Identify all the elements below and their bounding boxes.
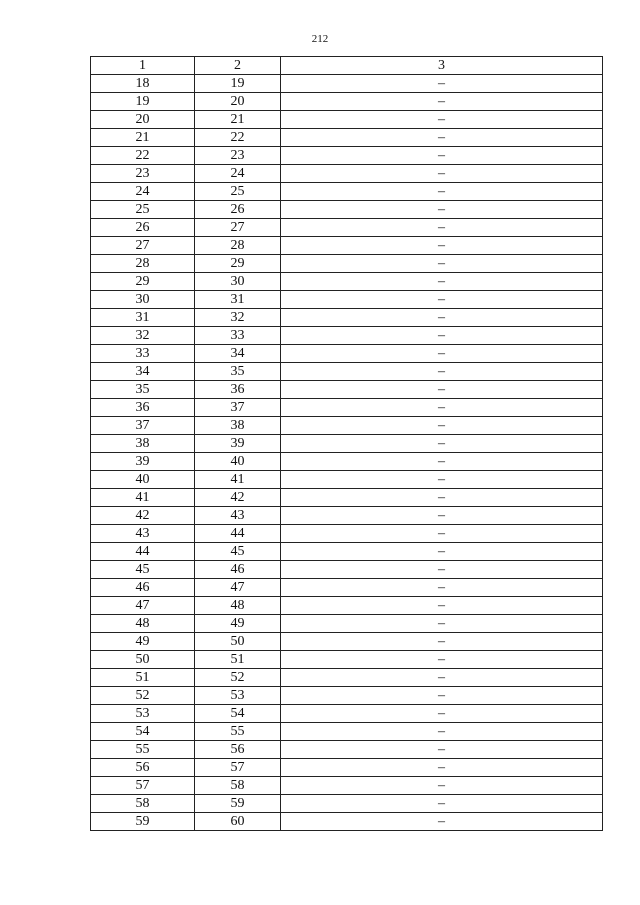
table-row <box>91 219 603 237</box>
table-cell-col-2: 38 <box>195 417 281 435</box>
table-cell-col-1: 37 <box>91 417 195 435</box>
table-cell-col-1: 44 <box>91 543 195 561</box>
table-cell-col-3: – <box>281 759 603 777</box>
table-row <box>91 399 603 417</box>
table-cell-col-2: 21 <box>195 111 281 129</box>
table-row <box>91 525 603 543</box>
table-cell-col-2: 31 <box>195 291 281 309</box>
table-cell-col-1: 41 <box>91 489 195 507</box>
table-cell-col-3: – <box>281 561 603 579</box>
table-row <box>91 687 603 705</box>
table-row <box>91 363 603 381</box>
table-row <box>91 147 603 165</box>
table-cell-col-2: 23 <box>195 147 281 165</box>
table-row <box>91 759 603 777</box>
table-cell-col-3: – <box>281 255 603 273</box>
table-cell-col-3: – <box>281 399 603 417</box>
table-cell-col-1: 52 <box>91 687 195 705</box>
table-row <box>91 453 603 471</box>
table-cell-col-1: 40 <box>91 471 195 489</box>
table-cell-col-3: – <box>281 435 603 453</box>
table-cell-col-2: 46 <box>195 561 281 579</box>
table-cell-col-2: 56 <box>195 741 281 759</box>
table-cell-col-1: 45 <box>91 561 195 579</box>
table-row <box>91 777 603 795</box>
table-cell-col-1: 59 <box>91 813 195 831</box>
table-cell-col-3: – <box>281 633 603 651</box>
table-cell-col-2: 35 <box>195 363 281 381</box>
table-cell-col-2: 26 <box>195 201 281 219</box>
table-cell-col-3: – <box>281 651 603 669</box>
table-cell-col-1: 42 <box>91 507 195 525</box>
table-cell-col-1: 38 <box>91 435 195 453</box>
table-row <box>91 93 603 111</box>
table-row <box>91 471 603 489</box>
table-cell-col-2: 41 <box>195 471 281 489</box>
table-cell-col-3: – <box>281 489 603 507</box>
table-cell-col-1: 30 <box>91 291 195 309</box>
table-cell-col-1: 29 <box>91 273 195 291</box>
table-cell-col-2: 44 <box>195 525 281 543</box>
table-cell-col-3: – <box>281 471 603 489</box>
table-cell-col-1: 31 <box>91 309 195 327</box>
table-cell-col-3: – <box>281 345 603 363</box>
table-cell-col-3: – <box>281 183 603 201</box>
table-cell-col-2: 59 <box>195 795 281 813</box>
table-row <box>91 813 603 831</box>
table-cell-col-3: – <box>281 507 603 525</box>
table-row <box>91 417 603 435</box>
table-cell-col-2: 20 <box>195 93 281 111</box>
table-cell-col-3: – <box>281 723 603 741</box>
table-cell-col-2: 27 <box>195 219 281 237</box>
table-row <box>91 435 603 453</box>
table-cell-col-1: 33 <box>91 345 195 363</box>
table-cell-col-1: 19 <box>91 93 195 111</box>
table-cell-col-2: 60 <box>195 813 281 831</box>
table-row <box>91 543 603 561</box>
table-row <box>91 795 603 813</box>
table-row <box>91 291 603 309</box>
table-row <box>91 345 603 363</box>
table-cell-col-2: 32 <box>195 309 281 327</box>
table-cell-col-3: – <box>281 237 603 255</box>
table-row <box>91 597 603 615</box>
table-cell-col-3: – <box>281 129 603 147</box>
table-cell-col-1: 57 <box>91 777 195 795</box>
table-row <box>91 165 603 183</box>
table-cell-col-1: 39 <box>91 453 195 471</box>
table-row <box>91 741 603 759</box>
column-header-1: 1 <box>91 57 195 75</box>
table-row <box>91 561 603 579</box>
table-row <box>91 489 603 507</box>
table-cell-col-2: 55 <box>195 723 281 741</box>
table-cell-col-2: 57 <box>195 759 281 777</box>
table-cell-col-2: 33 <box>195 327 281 345</box>
table-cell-col-3: – <box>281 111 603 129</box>
table-cell-col-2: 52 <box>195 669 281 687</box>
table-cell-col-2: 19 <box>195 75 281 93</box>
table-cell-col-3: – <box>281 75 603 93</box>
table-row <box>91 273 603 291</box>
table-cell-col-2: 40 <box>195 453 281 471</box>
table-cell-col-2: 37 <box>195 399 281 417</box>
table-cell-col-3: – <box>281 525 603 543</box>
table-cell-col-3: – <box>281 597 603 615</box>
table-cell-col-1: 22 <box>91 147 195 165</box>
table-cell-col-3: – <box>281 201 603 219</box>
table-cell-col-2: 24 <box>195 165 281 183</box>
table-cell-col-1: 18 <box>91 75 195 93</box>
table-cell-col-2: 34 <box>195 345 281 363</box>
table-cell-col-3: – <box>281 381 603 399</box>
table-row <box>91 669 603 687</box>
table-cell-col-1: 25 <box>91 201 195 219</box>
table-cell-col-3: – <box>281 741 603 759</box>
table-body <box>91 75 603 831</box>
table-row <box>91 633 603 651</box>
table-cell-col-3: – <box>281 291 603 309</box>
header-row <box>91 57 603 75</box>
table-row <box>91 327 603 345</box>
table-row <box>91 579 603 597</box>
table-row <box>91 237 603 255</box>
table-cell-col-1: 20 <box>91 111 195 129</box>
table-cell-col-3: – <box>281 165 603 183</box>
table-cell-col-1: 32 <box>91 327 195 345</box>
table-cell-col-1: 35 <box>91 381 195 399</box>
table-row <box>91 651 603 669</box>
table-row <box>91 309 603 327</box>
table-cell-col-1: 43 <box>91 525 195 543</box>
table-row <box>91 705 603 723</box>
table-cell-col-1: 47 <box>91 597 195 615</box>
table-cell-col-3: – <box>281 669 603 687</box>
table-cell-col-3: – <box>281 777 603 795</box>
table-cell-col-1: 34 <box>91 363 195 381</box>
table-cell-col-1: 53 <box>91 705 195 723</box>
table-cell-col-3: – <box>281 327 603 345</box>
table-cell-col-1: 36 <box>91 399 195 417</box>
table-cell-col-2: 42 <box>195 489 281 507</box>
table-cell-col-2: 22 <box>195 129 281 147</box>
table-header <box>91 57 603 75</box>
table-cell-col-1: 51 <box>91 669 195 687</box>
table-cell-col-1: 23 <box>91 165 195 183</box>
table-cell-col-1: 48 <box>91 615 195 633</box>
table-cell-col-1: 28 <box>91 255 195 273</box>
table-cell-col-2: 28 <box>195 237 281 255</box>
table-cell-col-3: – <box>281 363 603 381</box>
table-cell-col-3: – <box>281 309 603 327</box>
table-row <box>91 183 603 201</box>
table-cell-col-2: 36 <box>195 381 281 399</box>
table-cell-col-3: – <box>281 579 603 597</box>
table-cell-col-2: 43 <box>195 507 281 525</box>
table-cell-col-3: – <box>281 417 603 435</box>
data-table <box>90 56 603 831</box>
table-row <box>91 615 603 633</box>
table-cell-col-2: 48 <box>195 597 281 615</box>
table-cell-col-1: 26 <box>91 219 195 237</box>
table-cell-col-3: – <box>281 93 603 111</box>
table-cell-col-2: 30 <box>195 273 281 291</box>
table-cell-col-2: 47 <box>195 579 281 597</box>
table-row <box>91 255 603 273</box>
table-cell-col-2: 39 <box>195 435 281 453</box>
table-row <box>91 381 603 399</box>
table-cell-col-2: 25 <box>195 183 281 201</box>
table-row <box>91 75 603 93</box>
table-cell-col-3: – <box>281 453 603 471</box>
table-cell-col-1: 55 <box>91 741 195 759</box>
table-cell-col-1: 46 <box>91 579 195 597</box>
table-cell-col-1: 21 <box>91 129 195 147</box>
table-cell-col-3: – <box>281 795 603 813</box>
table-cell-col-2: 58 <box>195 777 281 795</box>
column-header-2: 2 <box>195 57 281 75</box>
table-cell-col-3: – <box>281 273 603 291</box>
table-cell-col-3: – <box>281 705 603 723</box>
table-row <box>91 201 603 219</box>
table-cell-col-1: 24 <box>91 183 195 201</box>
table-cell-col-1: 49 <box>91 633 195 651</box>
table-cell-col-3: – <box>281 687 603 705</box>
table-row <box>91 507 603 525</box>
table-cell-col-2: 49 <box>195 615 281 633</box>
table-cell-col-2: 50 <box>195 633 281 651</box>
table-cell-col-1: 54 <box>91 723 195 741</box>
table-cell-col-3: – <box>281 615 603 633</box>
page-number: 212 <box>311 33 329 45</box>
table-cell-col-3: – <box>281 543 603 561</box>
table-cell-col-1: 50 <box>91 651 195 669</box>
table-cell-col-1: 58 <box>91 795 195 813</box>
table-cell-col-3: – <box>281 147 603 165</box>
table-cell-col-2: 53 <box>195 687 281 705</box>
table-cell-col-1: 27 <box>91 237 195 255</box>
table-cell-col-1: 56 <box>91 759 195 777</box>
table-cell-col-2: 45 <box>195 543 281 561</box>
table-cell-col-2: 54 <box>195 705 281 723</box>
column-header-3: 3 <box>281 57 603 75</box>
table-row <box>91 111 603 129</box>
table-row <box>91 723 603 741</box>
table-row <box>91 129 603 147</box>
table-cell-col-3: – <box>281 219 603 237</box>
table-cell-col-3: – <box>281 813 603 831</box>
table-cell-col-2: 29 <box>195 255 281 273</box>
table-cell-col-2: 51 <box>195 651 281 669</box>
